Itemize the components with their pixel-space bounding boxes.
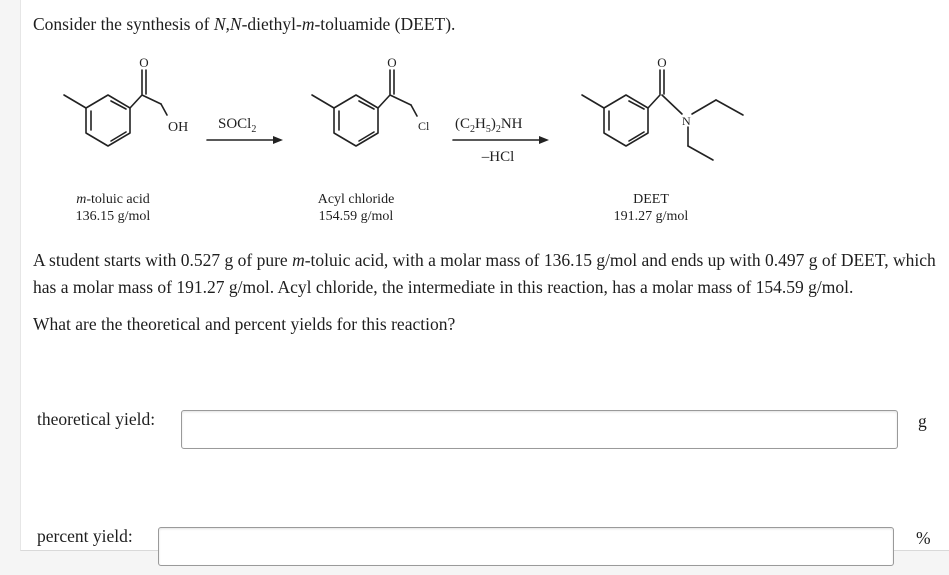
byproduct-hcl: –HCl (481, 149, 515, 165)
compound-label-deet: DEET 191.27 g/mol (613, 192, 689, 224)
arrowhead-1-icon (273, 136, 283, 144)
theoretical-yield-label: theoretical yield: (37, 409, 156, 429)
question-text (33, 247, 938, 338)
deet-structure (582, 70, 743, 160)
percent-yield-input[interactable] (158, 527, 894, 566)
reagent-diethylamine: $(C_2H_5)_2NH$ (455, 116, 523, 135)
question-prompt: What are the theoretical and percent yields for this reaction? (33, 314, 456, 334)
question-card (20, 0, 949, 551)
question-paragraph: A student starts with 0.527 g of pure m-toluic acid, with a molar mass of 136.15 g/mol and ends up with 0.497 g of DEET, which has a molar mass of 191.27 g/mol. Acyl chloride, the intermediate in this reaction, has a molar mass of 154.59 g/mol. (33, 250, 936, 297)
atom-oh: OH (168, 120, 189, 135)
compound-label-acyl-chloride: Acyl chloride 154.59 g/mol (317, 192, 395, 224)
atom-o-3: O (657, 55, 667, 70)
reaction-scheme (21, 50, 761, 180)
arrowhead-2-icon (539, 136, 549, 144)
theoretical-yield-input[interactable] (181, 410, 898, 449)
question-intro: Consider the synthesis of N,N-diethyl-m-toluamide (DEET). (33, 14, 456, 34)
atom-o-2: O (387, 55, 397, 70)
atom-n: N (682, 114, 691, 128)
atom-cl: Cl (418, 119, 430, 133)
atom-o-1: O (139, 55, 149, 70)
compound-label-toluic-acid: m-toluic acid 136.15 g/mol (75, 192, 151, 224)
percent-yield-unit: % (916, 528, 931, 548)
percent-yield-label: percent yield: (37, 526, 133, 546)
theoretical-yield-unit: g (918, 411, 927, 431)
toluic-acid-structure (64, 70, 167, 146)
acyl-chloride-structure (312, 70, 417, 146)
reagent-socl2: SOCl$_2$ (218, 116, 257, 135)
